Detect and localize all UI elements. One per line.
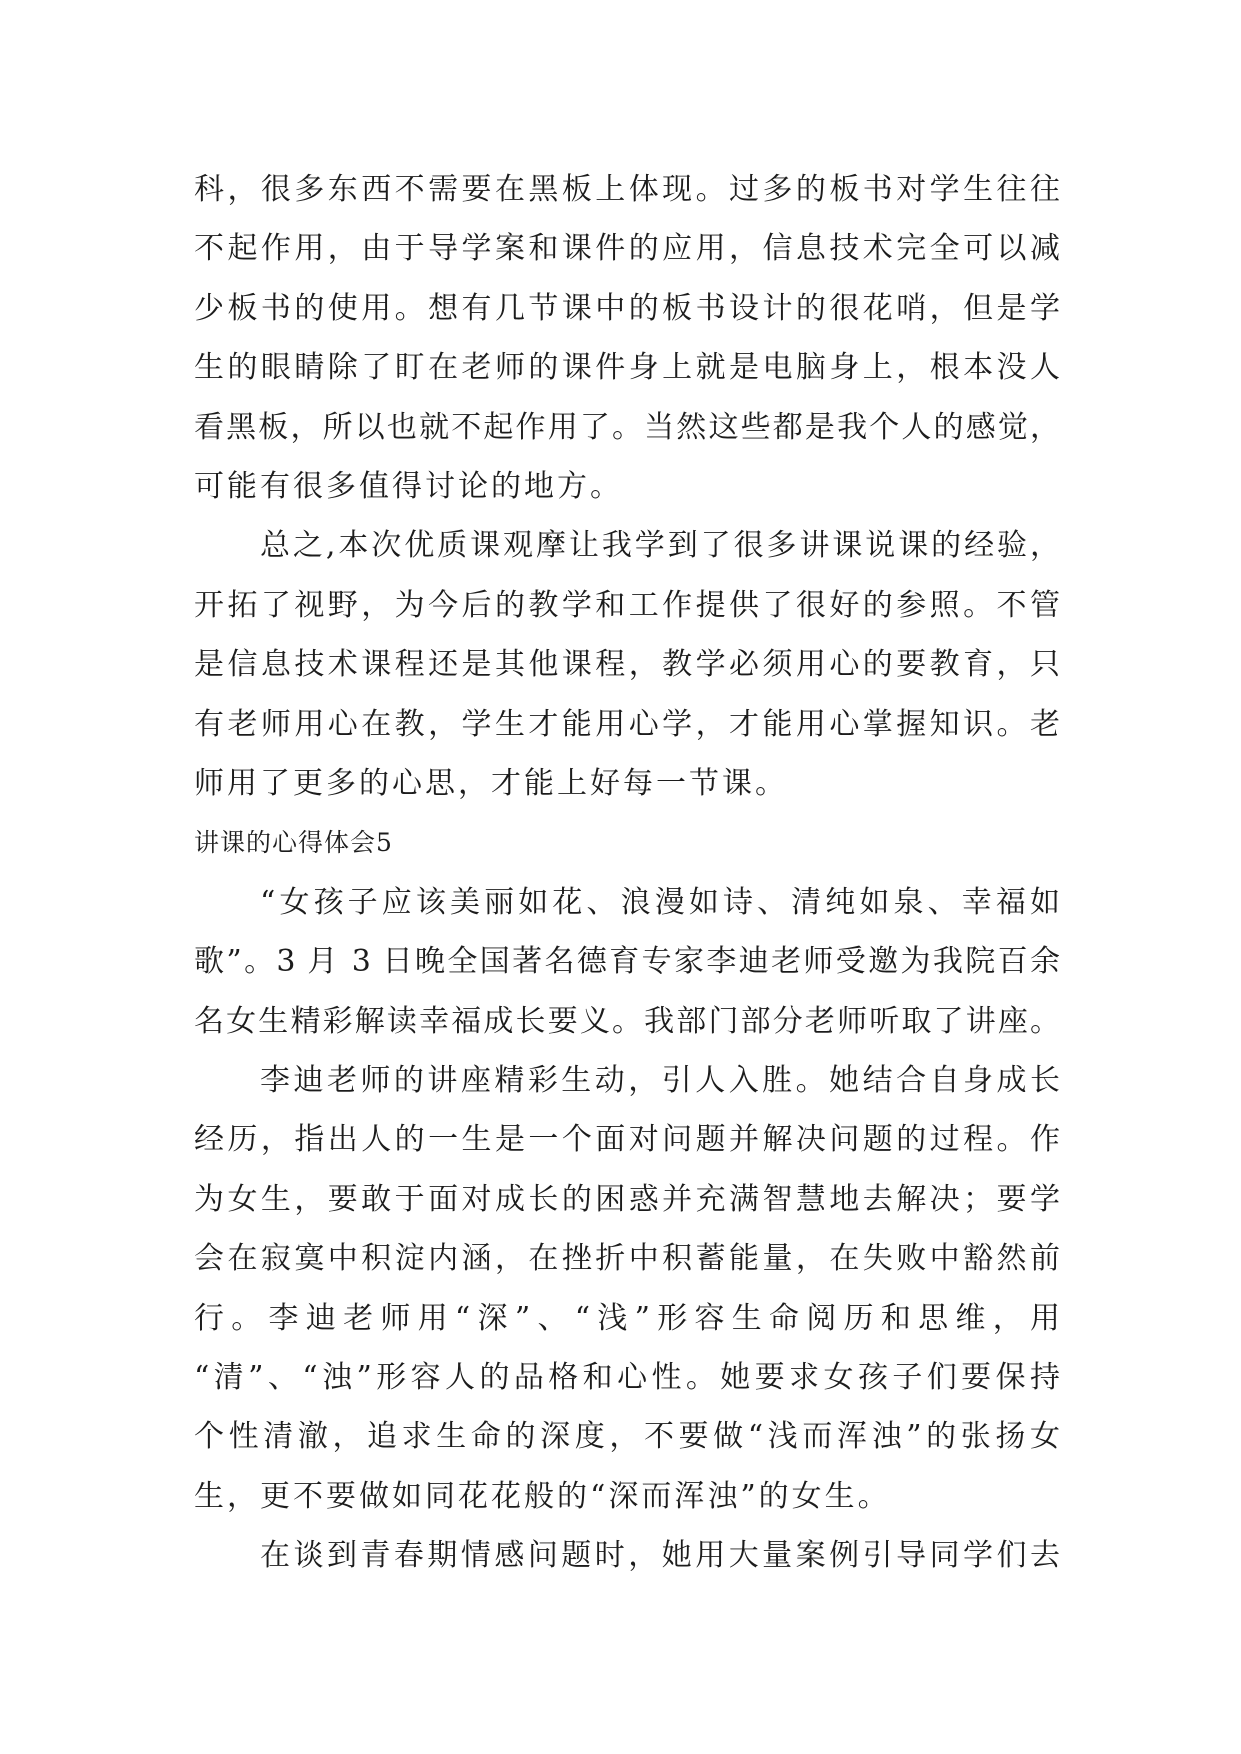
text-line: 总之,本次优质课观摩让我学到了很多讲课说课的经验， <box>260 528 1060 563</box>
text-line: 经历，指出人的一生是一个面对问题并解决问题的过程。作 <box>194 1122 1060 1157</box>
text-line: 少板书的使用。想有几节课中的板书设计的很花哨，但是学 <box>194 291 1060 326</box>
text-line: 科，很多东西不需要在黑板上体现。过多的板书对学生往往 <box>194 172 1060 207</box>
text-line: 有老师用心在教，学生才能用心学，才能用心掌握知识。老 <box>194 707 1060 742</box>
text-line: 师用了更多的心思，才能上好每一节课。 <box>194 766 788 801</box>
text-line: 李迪老师的讲座精彩生动，引人入胜。她结合自身成长 <box>260 1063 1060 1098</box>
text-line: 个性清澈，追求生命的深度，不要做“浅而浑浊”的张扬女 <box>194 1419 1060 1454</box>
text-line: 行。李迪老师用“深”、“浅”形容生命阅历和思维，用 <box>194 1301 1060 1336</box>
text-line: “女孩子应该美丽如花、浪漫如诗、清纯如泉、幸福如 <box>260 885 1060 920</box>
text-line: 会在寂寞中积淀内涵，在挫折中积蓄能量，在失败中豁然前 <box>194 1241 1060 1276</box>
section-heading: 讲课的心得体会5 <box>194 828 393 857</box>
text-line: “清”、“浊”形容人的品格和心性。她要求女孩子们要保持 <box>194 1360 1060 1395</box>
text-line: 生的眼睛除了盯在老师的课件身上就是电脑身上，根本没人 <box>194 350 1060 385</box>
text-line: 开拓了视野，为今后的教学和工作提供了很好的参照。不管 <box>194 588 1060 623</box>
text-line: 是信息技术课程还是其他课程，教学必须用心的要教育，只 <box>194 647 1060 682</box>
text-line: 生，更不要做如同花花般的“深而浑浊”的女生。 <box>194 1479 891 1514</box>
text-line: 歌”。3 月 3 日晚全国著名德育专家李迪老师受邀为我院百余 <box>194 944 1060 979</box>
text-line: 为女生，要敢于面对成长的困惑并充满智慧地去解决；要学 <box>194 1182 1060 1217</box>
text-line: 在谈到青春期情感问题时，她用大量案例引导同学们去 <box>260 1538 1060 1573</box>
text-line: 名女生精彩解读幸福成长要义。我部门部分老师听取了讲座。 <box>194 1004 1060 1039</box>
text-line: 不起作用，由于导学案和课件的应用，信息技术完全可以减 <box>194 231 1060 266</box>
text-line: 可能有很多值得讨论的地方。 <box>194 469 623 504</box>
text-line: 看黑板，所以也就不起作用了。当然这些都是我个人的感觉， <box>194 410 1060 445</box>
